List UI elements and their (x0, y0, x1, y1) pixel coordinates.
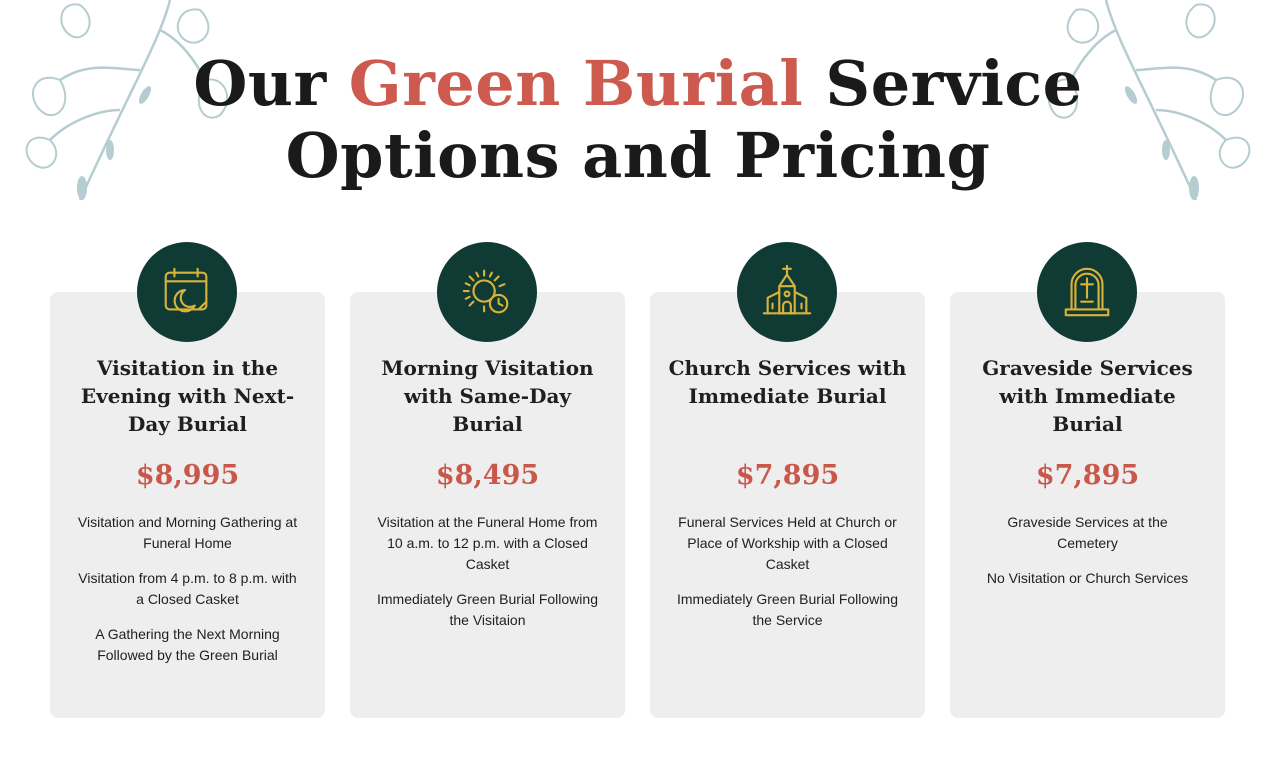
pricing-options (50, 242, 1226, 718)
detail-item: A Gathering the Next Morning Followed by the Green Burial (95, 626, 280, 663)
pricing-card-evening-visitation (50, 292, 325, 718)
church-icon (758, 263, 816, 321)
card-title: Morning Visitation with Same-Day Burial (381, 356, 594, 436)
sun-clock-icon (458, 263, 516, 321)
detail-item: Immediately Green Burial Following the Service (677, 591, 898, 628)
detail-item: Graveside Services at the Cemetery (1007, 514, 1168, 551)
card-price: $7,895 (1035, 460, 1140, 491)
gravestone-icon (1058, 263, 1116, 321)
card-details (676, 512, 899, 645)
card-price: $7,895 (735, 460, 840, 491)
icon-badge (437, 242, 537, 342)
icon-badge (737, 242, 837, 342)
pricing-card-graveside-services (950, 292, 1225, 718)
card-title: Visitation in the Evening with Next-Day Burial (80, 356, 295, 436)
title-text-before: Our (193, 47, 349, 120)
card-title: Graveside Services with Immediate Burial (982, 356, 1193, 436)
pricing-card-church-services (650, 292, 925, 718)
title-accent-text: Green Burial (348, 47, 804, 120)
detail-item: Immediately Green Burial Following the Visitaion (377, 591, 598, 628)
icon-badge (137, 242, 237, 342)
detail-item: Visitation from 4 p.m. to 8 p.m. with a Closed Casket (78, 570, 297, 607)
title-text-after: Service (803, 47, 1083, 120)
card-details (76, 512, 299, 680)
detail-item: Visitation and Morning Gathering at Funeral Home (77, 514, 298, 551)
detail-item: Funeral Services Held at Church or Place of Workship with a Closed Casket (678, 514, 897, 572)
page-title (0, 48, 1276, 192)
card-details (376, 512, 599, 645)
card-price: $8,495 (435, 460, 540, 491)
detail-item: Visitation at the Funeral Home from 10 a.m. to 12 p.m. with a Closed Casket (377, 514, 598, 572)
icon-badge (1037, 242, 1137, 342)
calendar-moon-icon (158, 263, 216, 321)
card-title: Church Services with Immediate Burial (668, 356, 907, 408)
page-title-line-2: Options and Pricing (285, 119, 991, 192)
card-price: $8,995 (135, 460, 240, 491)
pricing-card-morning-visitation (350, 292, 625, 718)
card-details (976, 512, 1199, 603)
detail-item: No Visitation or Church Services (986, 570, 1189, 586)
page-title-line-1 (0, 48, 1276, 120)
